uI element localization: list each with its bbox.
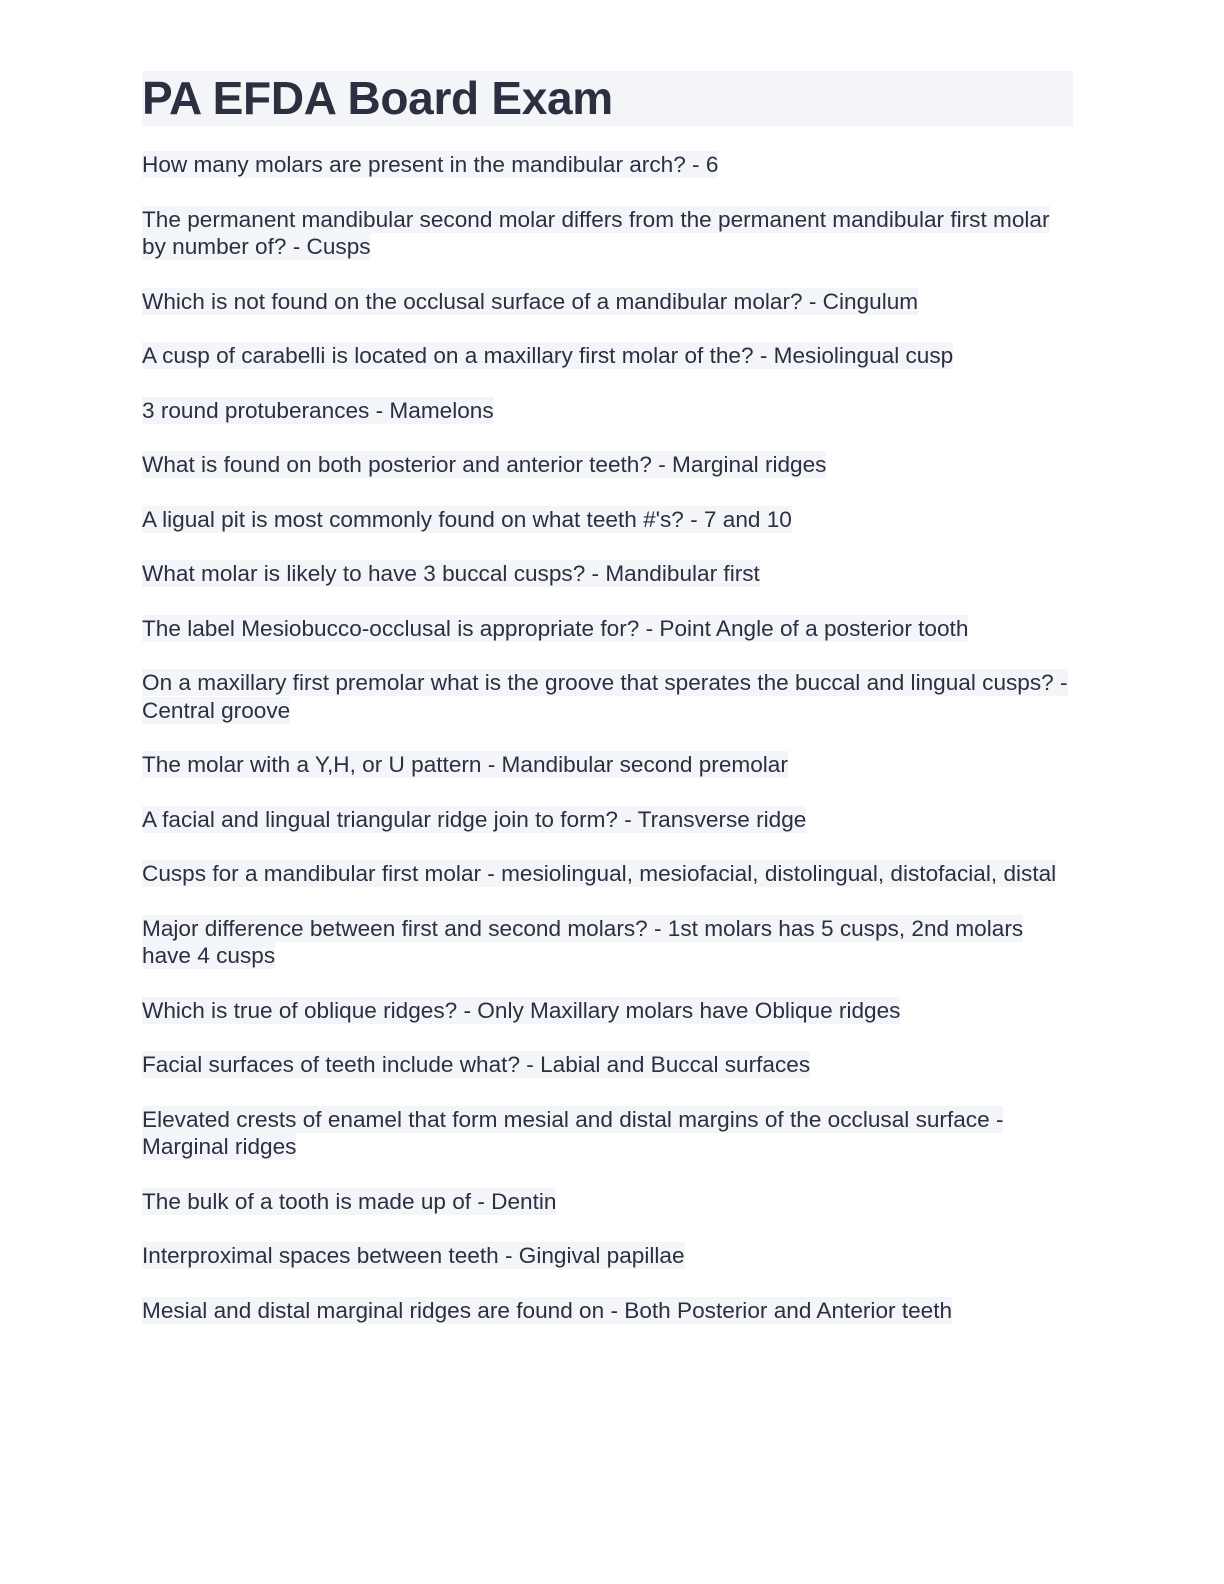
qa-text: The permanent mandibular second molar differs from the permanent mandibular first molar by number of? - Cusps [142,206,1050,259]
qa-item [142,669,1073,724]
qa-text: How many molars are present in the mandibular arch? - 6 [142,152,719,177]
qa-text: A ligual pit is most commonly found on what teeth #'s? - 7 and 10 [142,506,792,532]
qa-item [142,1188,1073,1216]
qa-item [142,1297,1073,1325]
qa-item [142,1051,1073,1079]
qa-text: On a maxillary first premolar what is the groove that sperates the buccal and lingual cusps? - Central groove [142,670,1068,723]
qa-item [142,615,1073,643]
qa-item [142,915,1073,970]
qa-item [142,506,1073,534]
qa-item [142,1106,1073,1161]
page-title: PA EFDA Board Exam [142,72,613,124]
qa-item [142,451,1073,479]
qa-item [142,397,1073,425]
qa-item [142,342,1073,370]
qa-item [142,151,1073,179]
document-page [142,71,1073,1351]
qa-text: The molar with a Y,H, or U pattern - Mandibular second premolar [142,752,788,777]
qa-text: The bulk of a tooth is made up of - Dentin [142,1188,557,1214]
qa-item [142,806,1073,834]
qa-text: Interproximal spaces between teeth - Gingival papillae [142,1243,685,1268]
qa-text: Elevated crests of enamel that form mesial and distal margins of the occlusal surface - Marginal ridges [142,1106,1004,1159]
qa-text: What is found on both posterior and anterior teeth? - Marginal ridges [142,452,827,477]
qa-item [142,1242,1073,1270]
qa-item [142,751,1073,779]
qa-text: Which is not found on the occlusal surface of a mandibular molar? - Cingulum [142,288,919,314]
qa-text: A cusp of carabelli is located on a maxillary first molar of the? - Mesiolingual cusp [142,343,954,368]
qa-item [142,997,1073,1025]
qa-text: The label Mesiobucco-occlusal is appropriate for? - Point Angle of a posterior tooth [142,615,969,641]
qa-item [142,206,1073,261]
qa-item [142,860,1073,888]
qa-text: Major difference between first and second molars? - 1st molars has 5 cusps, 2nd molars have 4 cusps [142,915,1024,968]
qa-text: A facial and lingual triangular ridge join to form? - Transverse ridge [142,806,807,832]
qa-text: What molar is likely to have 3 buccal cusps? - Mandibular first [142,561,760,586]
qa-text: Facial surfaces of teeth include what? - Labial and Buccal surfaces [142,1052,811,1077]
qa-text: Mesial and distal marginal ridges are found on - Both Posterior and Anterior teeth [142,1297,953,1323]
qa-item [142,288,1073,316]
question-answer-list [142,151,1073,1324]
title-band [142,71,1073,126]
qa-text: Cusps for a mandibular first molar - mesiolingual, mesiofacial, distolingual, distofacial, distal [142,861,1057,886]
qa-text: Which is true of oblique ridges? - Only Maxillary molars have Oblique ridges [142,997,901,1023]
qa-text: 3 round protuberances - Mamelons [142,397,494,423]
qa-item [142,560,1073,588]
